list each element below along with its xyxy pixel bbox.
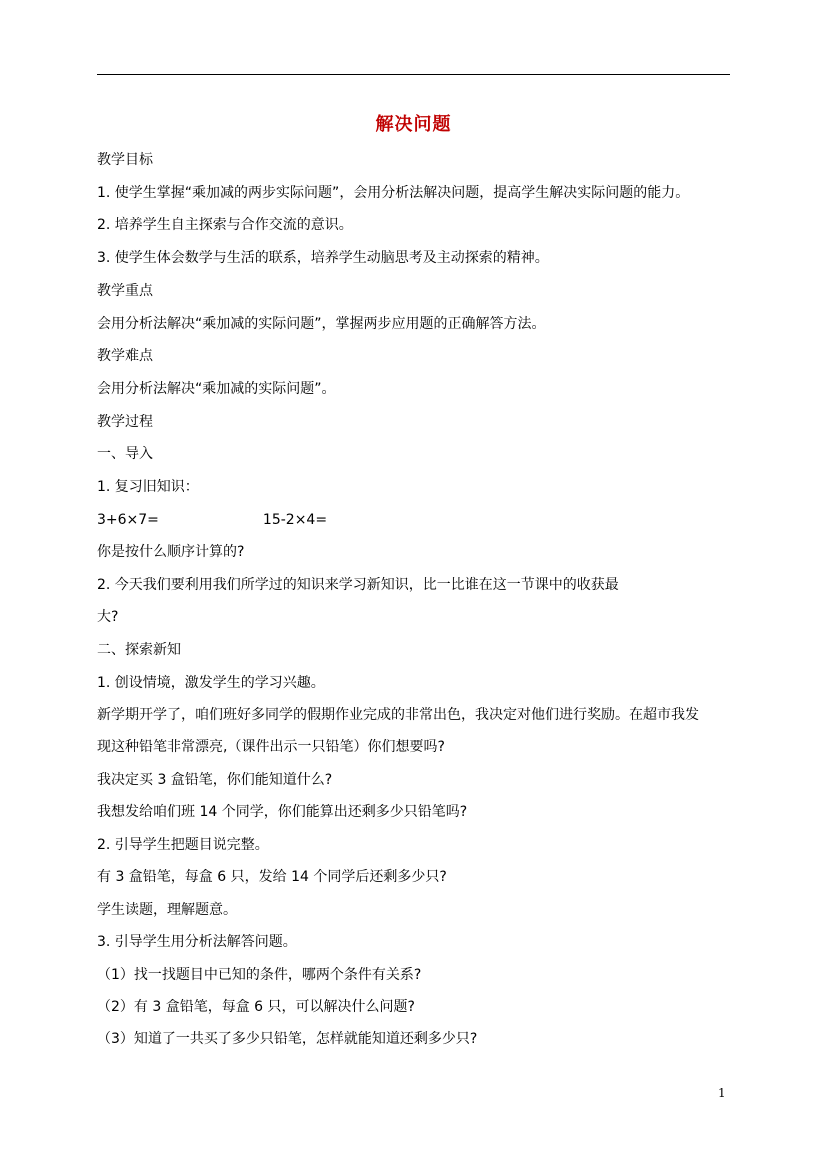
- paragraph: （1）找一找题目中已知的条件，哪两个条件有关系?: [97, 967, 422, 983]
- paragraph: 有 3 盒铅笔，每盒 6 只，发给 14 个同学后还剩多少只?: [97, 869, 447, 885]
- paragraph: 1. 创设情境，激发学生的学习兴趣。: [97, 675, 325, 691]
- paragraph: 2. 今天我们要利用我们所学过的知识来学习新知识，比一比谁在这一节课中的收获最: [97, 577, 619, 593]
- paragraph: 我想发给咱们班 14 个同学，你们能算出还剩多少只铅笔吗?: [97, 804, 468, 820]
- paragraph: 2. 培养学生自主探索与合作交流的意识。: [97, 217, 353, 233]
- paragraph: 会用分析法解决“乘加减的实际问题”。: [97, 381, 336, 397]
- expression-b: 15-2×4=: [262, 512, 328, 528]
- section-heading: 教学重点: [97, 283, 153, 299]
- section-heading: 教学过程: [97, 414, 153, 430]
- header-rule: [97, 74, 730, 75]
- paragraph: 你是按什么顺序计算的?: [97, 544, 245, 560]
- paragraph: 新学期开学了，咱们班好多同学的假期作业完成的非常出色，我决定对他们进行奖励。在超市我发: [97, 707, 699, 723]
- paragraph: 2. 引导学生把题目说完整。: [97, 837, 269, 853]
- paragraph: 一、导入: [97, 446, 153, 462]
- section-heading: 教学难点: [97, 348, 153, 364]
- section-heading: 教学目标: [97, 152, 153, 168]
- paragraph: 会用分析法解决“乘加减的实际问题”，掌握两步应用题的正确解答方法。: [97, 316, 546, 332]
- paragraph: 学生读题，理解题意。: [97, 902, 237, 918]
- expression-row: [97, 510, 327, 530]
- page-title: 解决问题: [375, 114, 452, 135]
- paragraph: 我决定买 3 盒铅笔，你们能知道什么?: [97, 772, 333, 788]
- paragraph: （3）知道了一共买了多少只铅笔，怎样就能知道还剩多少只?: [97, 1031, 478, 1047]
- paragraph: 大?: [97, 609, 119, 625]
- paragraph: 3. 引导学生用分析法解答问题。: [97, 934, 297, 950]
- paragraph: 1. 复习旧知识：: [97, 479, 199, 495]
- page-number: 1: [718, 1086, 726, 1100]
- paragraph: 现这种铅笔非常漂亮,（课件出示一只铅笔）你们想要吗?: [97, 739, 445, 755]
- paragraph: 1. 使学生掌握“乘加减的两步实际问题”，会用分析法解决问题，提高学生解决实际问题的能力。: [97, 185, 690, 201]
- expression-a: 3+6×7=: [97, 512, 159, 528]
- paragraph: 3. 使学生体会数学与生活的联系，培养学生动脑思考及主动探索的精神。: [97, 250, 549, 266]
- section-heading: 二、探索新知: [97, 642, 181, 658]
- paragraph: （2）有 3 盒铅笔，每盒 6 只，可以解决什么问题?: [97, 999, 415, 1015]
